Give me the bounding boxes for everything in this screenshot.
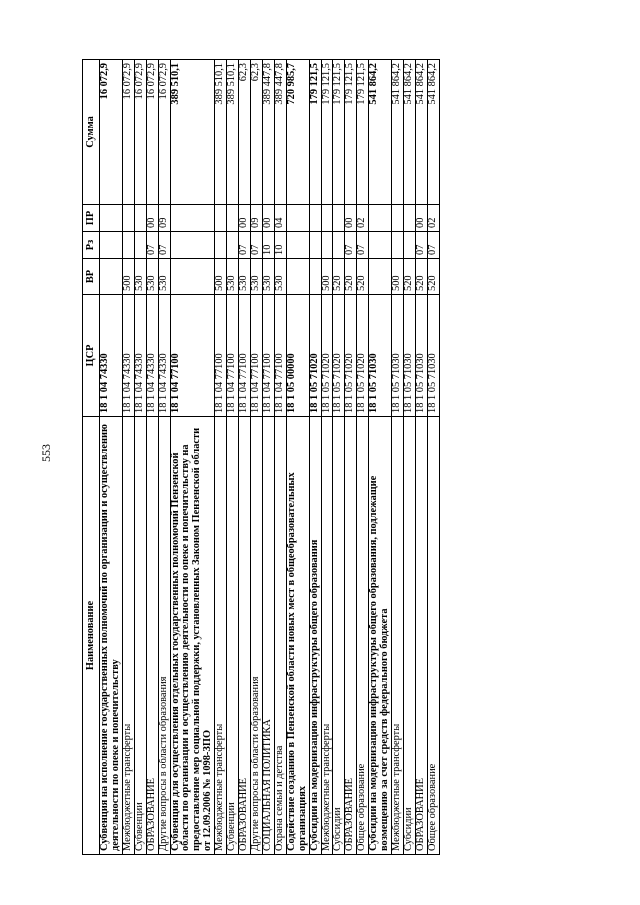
row-vr-cell: 500 <box>122 259 134 295</box>
row-rz-cell: 07 <box>146 232 158 259</box>
row-vr-cell <box>309 259 321 295</box>
row-rz-cell: 07 <box>415 232 427 259</box>
row-name-cell: Субвенция на исполнение государственных полномочий по организации и осуществлению деятельности по опеке и попечительству <box>100 417 123 855</box>
row-sum-cell: 62,3 <box>239 60 251 205</box>
row-rz-cell: 07 <box>345 232 357 259</box>
table-body <box>100 60 440 855</box>
row-pr-cell <box>286 205 309 232</box>
row-sum-cell: 541 864,2 <box>427 60 439 205</box>
header-pr: ПР <box>83 205 100 232</box>
table-row <box>122 60 134 855</box>
table-row <box>262 60 274 855</box>
row-sum-cell: 541 864,2 <box>415 60 427 205</box>
row-pr-cell: 09 <box>158 205 170 232</box>
row-name-cell: Межбюджетные трансферты <box>215 417 227 855</box>
row-csr-cell: 18 1 05 71020 <box>357 295 369 417</box>
row-vr-cell: 530 <box>250 259 262 295</box>
table-row <box>215 60 227 855</box>
row-rz-cell <box>122 232 134 259</box>
row-sum-cell: 389 447,8 <box>262 60 274 205</box>
row-name-cell: Субвенции <box>134 417 146 855</box>
row-sum-cell: 62,3 <box>250 60 262 205</box>
table-row <box>392 60 404 855</box>
row-csr-cell: 18 1 05 71020 <box>345 295 357 417</box>
row-sum-cell: 16 072,9 <box>134 60 146 205</box>
row-csr-cell: 18 1 05 71030 <box>403 295 415 417</box>
table-row <box>403 60 415 855</box>
row-vr-cell: 500 <box>392 259 404 295</box>
row-vr-cell: 530 <box>134 259 146 295</box>
row-vr-cell: 500 <box>215 259 227 295</box>
row-vr-cell: 530 <box>262 259 274 295</box>
row-name-cell: ОБРАЗОВАНИЕ <box>345 417 357 855</box>
header-rz: Рз <box>83 232 100 259</box>
table-row <box>333 60 345 855</box>
row-pr-cell <box>321 205 333 232</box>
budget-table <box>82 59 440 855</box>
row-rz-cell: 07 <box>158 232 170 259</box>
row-pr-cell <box>170 205 215 232</box>
row-vr-cell: 520 <box>333 259 345 295</box>
row-rz-cell: 10 <box>274 232 286 259</box>
row-rz-cell: 07 <box>427 232 439 259</box>
row-sum-cell: 541 864,2 <box>392 60 404 205</box>
row-vr-cell <box>170 259 215 295</box>
row-csr-cell: 18 1 04 77100 <box>250 295 262 417</box>
row-vr-cell: 530 <box>158 259 170 295</box>
table-row <box>427 60 439 855</box>
row-pr-cell: 00 <box>345 205 357 232</box>
row-pr-cell <box>309 205 321 232</box>
row-rz-cell <box>134 232 146 259</box>
page-number: 553 <box>39 444 53 462</box>
table-row <box>250 60 262 855</box>
row-pr-cell: 00 <box>146 205 158 232</box>
row-rz-cell <box>170 232 215 259</box>
header-name: Наименование <box>83 417 100 855</box>
row-sum-cell: 16 072,9 <box>122 60 134 205</box>
row-sum-cell: 720 985,7 <box>286 60 309 205</box>
table-row <box>170 60 215 855</box>
row-rz-cell <box>333 232 345 259</box>
row-rz-cell <box>100 232 123 259</box>
row-name-cell: Другие вопросы в области образования <box>158 417 170 855</box>
row-name-cell: Общее образование <box>357 417 369 855</box>
table-row <box>369 60 392 855</box>
row-pr-cell <box>215 205 227 232</box>
row-vr-cell: 530 <box>227 259 239 295</box>
row-sum-cell: 389 510,1 <box>170 60 215 205</box>
row-pr-cell: 00 <box>415 205 427 232</box>
row-pr-cell <box>392 205 404 232</box>
row-csr-cell: 18 1 04 74330 <box>134 295 146 417</box>
row-sum-cell: 179 121,5 <box>321 60 333 205</box>
row-csr-cell: 18 1 04 74330 <box>146 295 158 417</box>
row-rz-cell <box>227 232 239 259</box>
row-rz-cell: 07 <box>239 232 251 259</box>
row-sum-cell: 541 864,2 <box>403 60 415 205</box>
row-vr-cell: 520 <box>403 259 415 295</box>
row-rz-cell <box>392 232 404 259</box>
row-csr-cell: 18 1 04 77100 <box>262 295 274 417</box>
row-pr-cell <box>369 205 392 232</box>
row-csr-cell: 18 1 05 71020 <box>321 295 333 417</box>
rotated-page-content <box>82 60 537 855</box>
row-name-cell: ОБРАЗОВАНИЕ <box>415 417 427 855</box>
row-pr-cell <box>333 205 345 232</box>
row-rz-cell <box>369 232 392 259</box>
row-rz-cell: 10 <box>262 232 274 259</box>
row-name-cell: ОБРАЗОВАНИЕ <box>239 417 251 855</box>
row-sum-cell: 541 864,2 <box>369 60 392 205</box>
row-csr-cell: 18 1 04 77100 <box>274 295 286 417</box>
row-sum-cell: 16 072,9 <box>158 60 170 205</box>
row-pr-cell <box>122 205 134 232</box>
row-csr-cell: 18 1 05 71020 <box>333 295 345 417</box>
row-name-cell: Содействие созданию в Пензенской области новых мест в общеобразовательных организациях <box>286 417 309 855</box>
row-name-cell: Общее образование <box>427 417 439 855</box>
row-name-cell: Межбюджетные трансферты <box>321 417 333 855</box>
row-csr-cell: 18 1 05 71030 <box>415 295 427 417</box>
row-name-cell: Субсидии на модернизацию инфраструктуры общего образования, подлежащие возмещению за счет средств федерального бюджета <box>369 417 392 855</box>
table-row <box>100 60 123 855</box>
row-vr-cell: 530 <box>274 259 286 295</box>
header-sum: Сумма <box>83 60 100 205</box>
row-pr-cell: 02 <box>357 205 369 232</box>
table-row <box>227 60 239 855</box>
row-name-cell: Субсидии <box>403 417 415 855</box>
row-rz-cell <box>309 232 321 259</box>
row-pr-cell: 02 <box>427 205 439 232</box>
row-name-cell: Охрана семьи и детства <box>274 417 286 855</box>
row-vr-cell: 500 <box>321 259 333 295</box>
row-csr-cell: 18 1 04 77100 <box>170 295 215 417</box>
row-name-cell: Субсидии на модернизацию инфраструктуры общего образования <box>309 417 321 855</box>
row-csr-cell: 18 1 04 77100 <box>227 295 239 417</box>
row-name-cell: СОЦИАЛЬНАЯ ПОЛИТИКА <box>262 417 274 855</box>
row-csr-cell: 18 1 05 71030 <box>427 295 439 417</box>
row-sum-cell: 16 072,9 <box>100 60 123 205</box>
row-pr-cell: 04 <box>274 205 286 232</box>
row-pr-cell: 00 <box>239 205 251 232</box>
table-row <box>357 60 369 855</box>
row-csr-cell: 18 1 05 71030 <box>392 295 404 417</box>
row-csr-cell: 18 1 04 74330 <box>122 295 134 417</box>
row-vr-cell <box>369 259 392 295</box>
row-vr-cell: 520 <box>427 259 439 295</box>
row-sum-cell: 389 510,1 <box>227 60 239 205</box>
header-vr: ВР <box>83 259 100 295</box>
row-rz-cell <box>286 232 309 259</box>
row-vr-cell <box>286 259 309 295</box>
table-row <box>158 60 170 855</box>
row-rz-cell <box>321 232 333 259</box>
row-name-cell: Субвенция для осуществления отдельных государственных полномочий Пензенской области по организации и осуществлению деятельности по опеке и попечительству на предоставление мер социальной поддержки, установленных Законом Пензенской области от 12.09.2006 № 1098-ЗПО <box>170 417 215 855</box>
row-pr-cell <box>100 205 123 232</box>
row-pr-cell <box>227 205 239 232</box>
table-row <box>239 60 251 855</box>
table-row <box>274 60 286 855</box>
row-sum-cell: 389 510,1 <box>215 60 227 205</box>
table-row <box>146 60 158 855</box>
row-name-cell: ОБРАЗОВАНИЕ <box>146 417 158 855</box>
row-name-cell: Субвенции <box>227 417 239 855</box>
row-name-cell: Другие вопросы в области образования <box>250 417 262 855</box>
row-rz-cell <box>215 232 227 259</box>
row-vr-cell: 520 <box>415 259 427 295</box>
row-name-cell: Межбюджетные трансферты <box>392 417 404 855</box>
row-rz-cell <box>403 232 415 259</box>
row-vr-cell: 520 <box>345 259 357 295</box>
row-sum-cell: 179 121,5 <box>309 60 321 205</box>
row-csr-cell: 18 1 05 71020 <box>309 295 321 417</box>
row-csr-cell: 18 1 04 74330 <box>158 295 170 417</box>
row-csr-cell: 18 1 05 00000 <box>286 295 309 417</box>
row-sum-cell: 179 121,5 <box>333 60 345 205</box>
row-vr-cell: 530 <box>146 259 158 295</box>
row-rz-cell: 07 <box>250 232 262 259</box>
row-vr-cell: 530 <box>239 259 251 295</box>
row-csr-cell: 18 1 04 74330 <box>100 295 123 417</box>
header-csr: ЦСР <box>83 295 100 417</box>
row-pr-cell: 09 <box>250 205 262 232</box>
table-header-row <box>83 60 100 855</box>
table-row <box>321 60 333 855</box>
table-row <box>309 60 321 855</box>
row-pr-cell <box>134 205 146 232</box>
row-csr-cell: 18 1 05 71030 <box>369 295 392 417</box>
row-sum-cell: 389 447,8 <box>274 60 286 205</box>
row-vr-cell: 520 <box>357 259 369 295</box>
table-row <box>415 60 427 855</box>
table-row <box>345 60 357 855</box>
row-name-cell: Субсидии <box>333 417 345 855</box>
row-sum-cell: 16 072,9 <box>146 60 158 205</box>
row-csr-cell: 18 1 04 77100 <box>239 295 251 417</box>
row-name-cell: Межбюджетные трансферты <box>122 417 134 855</box>
row-pr-cell <box>403 205 415 232</box>
row-rz-cell: 07 <box>357 232 369 259</box>
table-row <box>286 60 309 855</box>
row-sum-cell: 179 121,5 <box>345 60 357 205</box>
row-csr-cell: 18 1 04 77100 <box>215 295 227 417</box>
row-pr-cell: 00 <box>262 205 274 232</box>
row-vr-cell <box>100 259 123 295</box>
table-row <box>134 60 146 855</box>
row-sum-cell: 179 121,5 <box>357 60 369 205</box>
